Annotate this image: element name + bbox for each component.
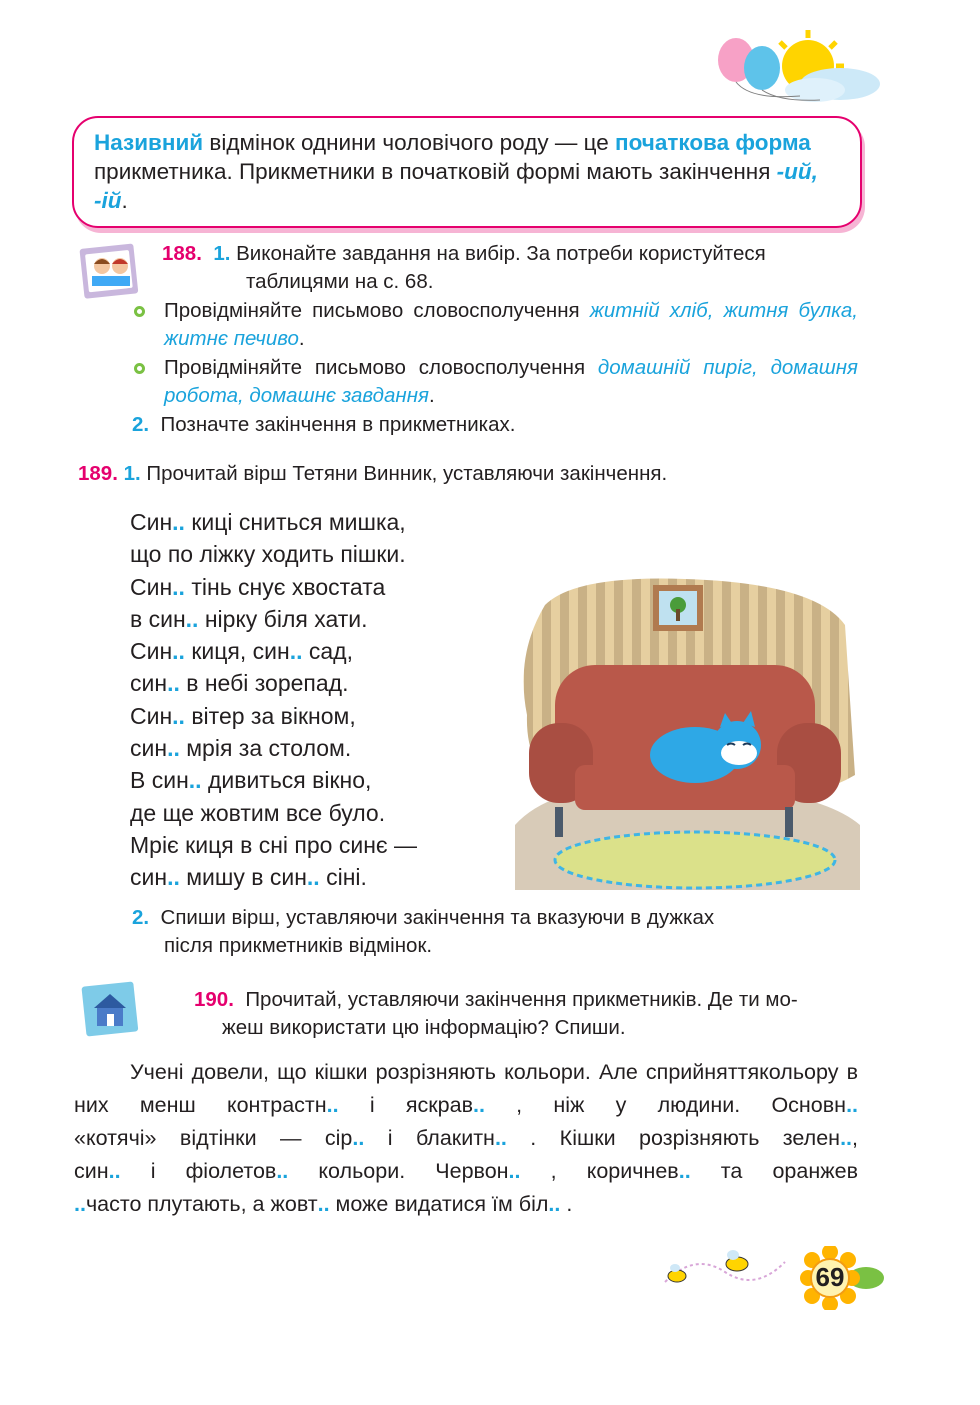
ending-placeholder: .. <box>167 735 180 762</box>
phrase: житнє печиво <box>164 327 299 350</box>
paragraph-line <box>74 1056 858 1122</box>
poem-text: син <box>130 864 168 891</box>
poem-line <box>130 797 417 829</box>
ending-placeholder: .. <box>276 1159 289 1183</box>
ex189-part2-number: 2. <box>132 906 150 929</box>
ex188-part1-text: Виконайте завдання на вибір. За потреби користуйтеся <box>236 242 766 265</box>
ex188-part1-number: 1. <box>213 242 231 265</box>
poem <box>130 506 417 894</box>
poem-text: Син <box>130 638 173 665</box>
paragraph-line <box>74 1122 858 1155</box>
ending-placeholder: .. <box>167 670 180 697</box>
ex190-header <box>194 986 858 1014</box>
ex189-part2-text: Спиши вірш, уставляючи закінчення та вказуючи в дужках <box>160 906 715 929</box>
ending-placeholder: .. <box>172 638 185 665</box>
period: . <box>428 384 435 407</box>
ending-placeholder: .. <box>494 1126 507 1150</box>
poem-text: киця, син <box>184 638 290 665</box>
rule-text: прикметника. Прикметники в початковій формі мають закінчення <box>94 159 777 184</box>
rule-text: відмінок однини чоловічого роду — це <box>203 130 615 155</box>
ending-placeholder: .. <box>846 1093 859 1117</box>
rule-term-nominative: Називний <box>94 130 204 155</box>
phrase: житній хліб <box>589 299 708 322</box>
paragraph-line <box>74 1155 858 1188</box>
ending-placeholder: .. <box>188 767 202 794</box>
ex190-text: Прочитай, уставляючи закінчення прикметників. Де ти мо- <box>245 988 798 1011</box>
poem-text: де ще жовтим все було. <box>130 799 386 826</box>
phrase: домашнє завдання <box>249 384 429 407</box>
poem-line <box>130 506 417 538</box>
poem-line <box>130 538 417 570</box>
poem-line <box>130 764 417 796</box>
poem-text: мишу в син <box>179 864 307 891</box>
poem-text: син <box>130 670 168 697</box>
paragraph-text: , ніж у людини. Основн <box>484 1093 847 1117</box>
rule-text: . <box>121 188 128 213</box>
poem-text: в син <box>130 605 186 632</box>
paragraph-text: і блакитн <box>364 1126 495 1150</box>
paragraph-text: та оранжев <box>690 1159 858 1183</box>
ex189-header <box>78 460 667 488</box>
poem-line <box>130 861 417 893</box>
ending-placeholder: .. <box>108 1159 121 1183</box>
ending-placeholder: .. <box>508 1159 521 1183</box>
bee-icon <box>655 1242 815 1302</box>
paragraph-line <box>74 1188 858 1221</box>
balloons-sun-icon <box>690 28 900 108</box>
paragraph-text: кольору в них менш контрастн <box>74 1060 858 1117</box>
poem-text: нірку біля хати. <box>198 605 368 632</box>
ending-placeholder: .. <box>167 864 180 891</box>
ex188-part2 <box>132 411 515 439</box>
separator: , <box>707 299 714 322</box>
poem-text: син <box>130 735 168 762</box>
house-icon <box>78 978 142 1040</box>
poem-text: що по ліжку ходить пішки. <box>130 541 406 568</box>
separator: , <box>237 384 250 407</box>
poem-text: В син <box>130 767 189 794</box>
phrase: домашня робота <box>164 356 858 407</box>
paragraph-text: Учені довели, що кішки розрізняють кольори. Але сприйняття <box>130 1060 760 1084</box>
separator: , <box>852 299 858 322</box>
ex188-bullet1 <box>164 297 858 353</box>
poem-line <box>130 603 417 635</box>
poem-text: Син <box>130 702 173 729</box>
poem-text: сад, <box>302 638 353 665</box>
ex189-part1-text: Прочитай вірш Тетяни Винник, уставляючи закінчення. <box>146 462 668 485</box>
ex188-header <box>162 240 766 268</box>
poem-line <box>130 829 417 861</box>
poem-text: Мріє киця в сні про синє — <box>130 831 418 858</box>
poem-text: тінь снує хвостата <box>184 573 386 600</box>
poem-line <box>130 732 417 764</box>
paragraph-text: . Кішки розрізняють зелен <box>506 1126 841 1150</box>
ex188-number: 188. <box>162 242 202 265</box>
rule-endings: -ий, -ій <box>94 159 818 213</box>
poem-text: вітер за вікном, <box>184 702 356 729</box>
ending-placeholder: .. <box>172 702 185 729</box>
kids-book-icon <box>78 240 142 302</box>
ending-placeholder: .. <box>185 605 199 632</box>
ex189-part1-number: 1. <box>123 462 141 485</box>
ending-placeholder: .. <box>172 573 185 600</box>
ending-placeholder: .. <box>172 509 185 535</box>
ex188-bullet1-text: Провідміняйте письмово словосполучення <box>164 299 590 322</box>
ending-placeholder: .. <box>840 1126 853 1150</box>
poem-text: дивиться вікно, <box>201 767 372 794</box>
ex189-part2 <box>132 904 858 932</box>
ending-placeholder: .. <box>317 1192 330 1216</box>
ex188-part2-text: Позначте закінчення в прикметниках. <box>160 413 516 436</box>
poem-text: в небі зорепад. <box>179 670 349 697</box>
rule-term-initial-form: початкова форма <box>614 130 811 155</box>
paragraph-text: і фіолетов <box>120 1159 277 1183</box>
separator: , <box>751 356 758 379</box>
paragraph-text: часто плутають, а жовт <box>85 1192 318 1216</box>
paragraph-text: кольори. Червон <box>288 1159 509 1183</box>
ending-placeholder: .. <box>306 864 320 891</box>
poem-text: Син <box>130 573 173 600</box>
phrase: житня булка <box>723 299 853 322</box>
paragraph-text: може видатися їм біл <box>329 1192 549 1216</box>
period: . <box>298 327 305 350</box>
ending-placeholder: .. <box>473 1093 485 1117</box>
poem-text: Син <box>130 509 173 535</box>
ex188-part2-number: 2. <box>132 413 150 436</box>
ex190-text-cont: жеш використати цю інформацію? Спиши. <box>222 1016 626 1039</box>
poem-line <box>130 700 417 732</box>
phrase: домашній пиріг <box>597 356 752 379</box>
ending-placeholder: .. <box>548 1192 561 1216</box>
ex188-part1-text-cont: таблицями на с. 68. <box>246 270 434 293</box>
ex190-number: 190. <box>194 988 234 1011</box>
paragraph-text: , <box>852 1126 858 1150</box>
ending-placeholder: .. <box>352 1126 365 1150</box>
poem-line <box>130 571 417 603</box>
ex188-bullet2 <box>164 354 858 410</box>
poem-text: киці сниться мишка, <box>184 509 406 535</box>
poem-text: сіні. <box>319 864 367 891</box>
ex189-part2-text-cont: після прикметників відмінок. <box>164 934 433 957</box>
paragraph-text: . <box>560 1192 573 1216</box>
paragraph-text: і яскрав <box>338 1093 473 1117</box>
paragraph-text: , коричнев <box>520 1159 679 1183</box>
ex190-paragraph <box>74 1056 858 1221</box>
ending-placeholder: .. <box>326 1093 339 1117</box>
paragraph-text: «котячі» відтінки — сір <box>74 1126 353 1150</box>
ending-placeholder: .. <box>678 1159 691 1183</box>
poem-text: мрія за столом. <box>179 735 352 762</box>
poem-line <box>130 635 417 667</box>
rule-box <box>72 116 862 228</box>
bullet-icon <box>134 363 145 374</box>
page-number: 69 <box>815 1262 845 1292</box>
bullet-icon <box>134 306 145 317</box>
ex188-bullet2-text: Провідміняйте письмово словосполучення <box>164 356 598 379</box>
sofa-cat-illustration <box>515 575 860 890</box>
poem-line <box>130 667 417 699</box>
paragraph-text: син <box>74 1159 109 1183</box>
ex189-number: 189. <box>78 462 118 485</box>
ending-placeholder: .. <box>289 638 303 665</box>
ending-placeholder: .. <box>74 1192 86 1216</box>
